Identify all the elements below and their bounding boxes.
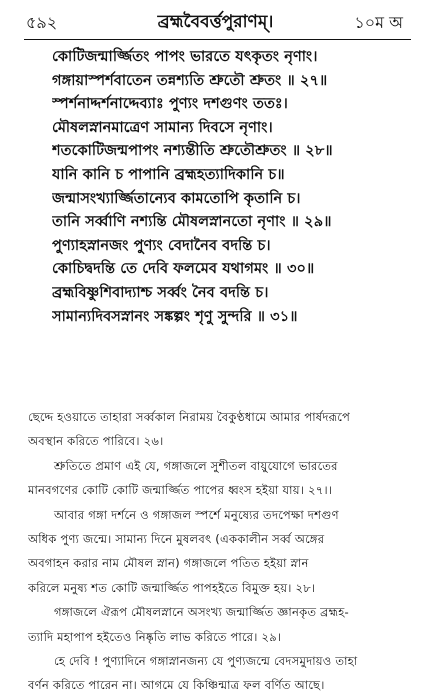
prose-line: আবার গঙ্গা দর্শনে ও গঙ্গাজল স্পর্শে মনুষ্যের তদপেক্ষা দশগুণ <box>54 507 339 522</box>
verse-line: গঙ্গায়াস্পর্শবাতেন তন্নশ্যতি শ্রুতৌ শ্রুতং ॥ ২৭॥ <box>52 72 328 89</box>
prose-line: গঙ্গাজলে ঐরূপ মৌষলস্নানে অসংখ্য জন্মার্জ্জিত জ্ঞানকৃত ব্রহ্মহ- <box>54 605 349 620</box>
prose-line: অবগাহন করার নাম মৌষল স্নান) গঙ্গাজলে পতিত হইয়া স্নান <box>28 556 309 571</box>
header-rule <box>24 39 411 40</box>
page-header <box>0 6 431 36</box>
prose-line: ছেদ্দে হওয়াতে তাহারা সর্ব্বকাল নিরাময় বৈকুণ্ঠধামে আমার পার্ষদরূপে <box>28 410 351 424</box>
verse-line: পুণ্যাহস্নানজং পুণ্যং বেদানৈব বদন্তি চ। <box>52 237 271 254</box>
running-title: ব্রহ্মবৈবর্ত্তপুরাণম্। <box>157 12 274 32</box>
verse-line: কোচিদ্বদন্তি তে দেবি ফলমেব যথাগমং ॥ ৩০॥ <box>52 261 315 278</box>
prose-line: অবস্থান করিতে পারিবে। ২৬। <box>28 434 164 449</box>
verse-line: কোটিজন্মার্জ্জিতং পাপং ভারতে যৎকৃতং নৃণাং। <box>52 49 318 65</box>
prose-line: শ্রুতিতে প্রমাণ এই যে, গঙ্গাজলে সুশীতল বায়ুযোগে ভারতের <box>54 458 338 473</box>
verse-line: স্পর্শনাদ্দর্শনাদ্দেব্যাঃ পুণ্যং দশগুণং ততঃ। <box>52 96 288 113</box>
bengali-commentary <box>28 405 420 698</box>
prose-line: হে দেবি ! পুণ্যাদিনে গঙ্গাস্নানজন্য যে পুণ্যজন্মে বেদসমুদায়ও তাহা <box>54 653 358 668</box>
verse-line: ব্রহ্মবিষ্ণুশিবাদ্যাশ্চ সর্ব্বং নৈব বদন্তি চ। <box>52 284 269 301</box>
verse-line: সামান্যদিবসস্নানং সঙ্কল্পং শৃণু সুন্দরি ॥ ৩১॥ <box>52 308 298 325</box>
verse-line: মৌষলস্নানমাত্রেণ সামান্য দিবসে নৃণাং। <box>52 119 273 136</box>
prose-line: ত্যাদি মহাপাপ হইতেও নিষ্কৃতি লাভ করিতে পারে। ২৯। <box>28 629 282 644</box>
prose-line: অধিক পুণ্য জন্মে। সামান্য দিনে মুষলবৎ (এককালীন সর্ব্ব অঙ্গের <box>28 531 325 546</box>
page-number: ৫৯২ <box>26 13 58 32</box>
chapter-label: ১০ম অ <box>354 13 403 32</box>
prose-line: বর্ণন করিতে পারেন না। আগমে যে কিঞ্চিন্মাত্র ফল বর্ণিত আছে। <box>28 678 325 693</box>
sanskrit-verses <box>52 46 412 329</box>
prose-line: মানবগণের কোটি কোটি জন্মার্জ্জিত পাপের ধ্বংস হইয়া যায়। ২৭।। <box>28 483 333 498</box>
verse-line: জন্মাসংখ্যার্জ্জিতান্যেব কামতোপি কৃতানি চ। <box>52 190 301 207</box>
verse-line: তানি সর্ব্বাণি নশ্যন্তি মৌষলস্নানতো নৃণাং ॥ ২৯॥ <box>52 214 332 231</box>
verse-line: শতকোটিজন্মপাপং নশ্যন্তীতি শ্রুতৌশ্রুতং ॥ ২৮॥ <box>52 143 333 160</box>
verse-line: যানি কানি চ পাপানি ব্রহ্মহত্যাদিকানি চ॥ <box>52 166 285 183</box>
prose-line: করিলে মনুষ্য শত কোটি জন্মার্জ্জিত পাপহইতে বিমুক্ত হয়। ২৮। <box>28 580 316 595</box>
